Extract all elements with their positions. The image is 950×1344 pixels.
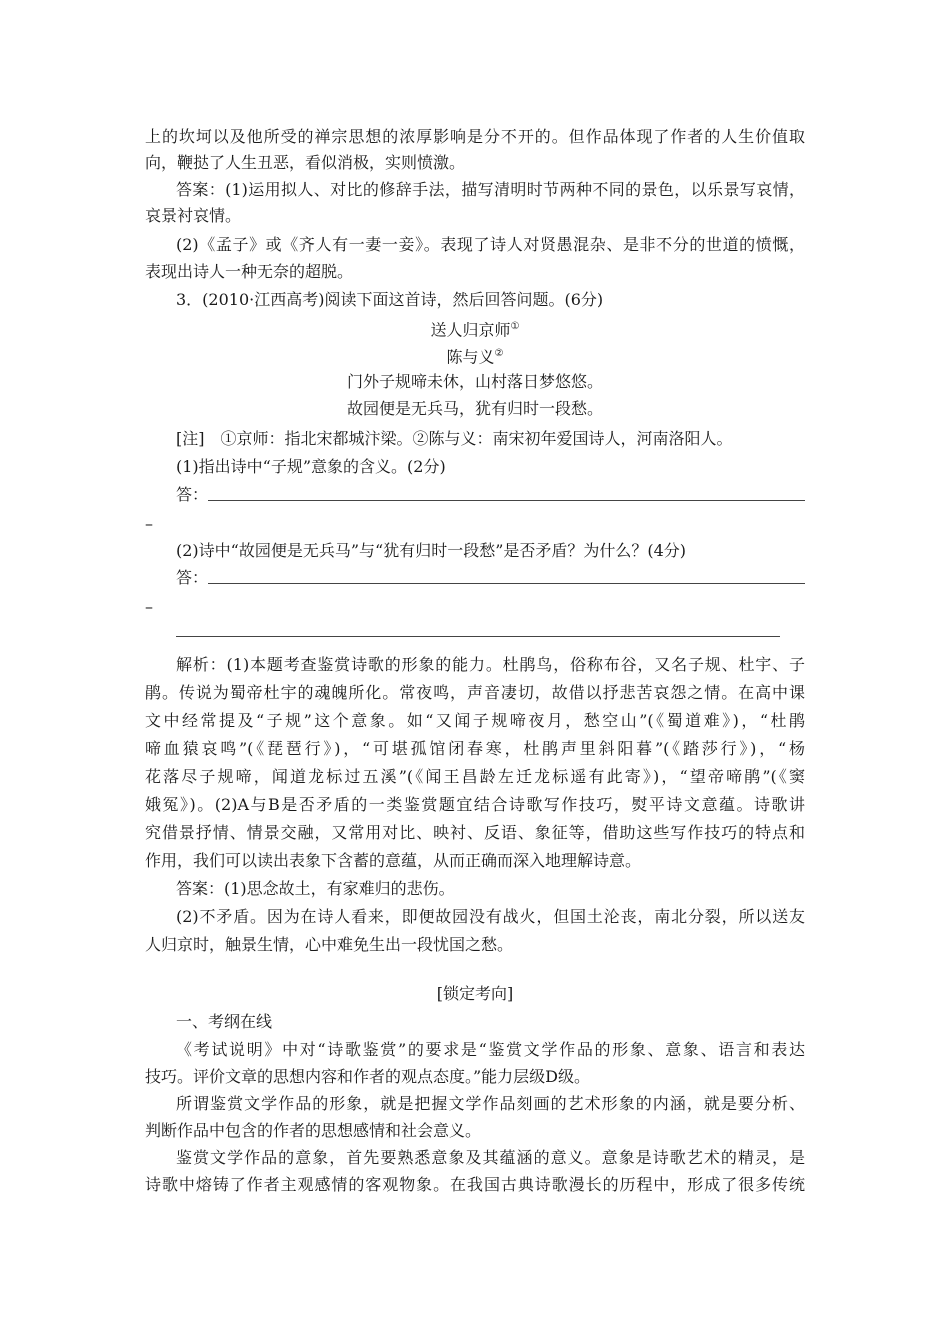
- answer2-part2-line2: 表现出诗人一种无奈的超脱。: [145, 262, 354, 281]
- answer2-part1-line1: 答案：(1)运用拟人、对比的修辞手法，描写清明时节两种不同的景色，以乐景写哀情，: [176, 180, 805, 199]
- answer3-part2-line1: (2)不矛盾。因为在诗人看来，即便故园没有战火，但国土沦丧，南北分裂，所以送友: [176, 907, 805, 926]
- intro-line-1: 上的坎坷以及他所受的禅宗思想的浓厚影响是分不开的。但作品体现了作者的人生价值取: [145, 127, 805, 146]
- section-title: [锁定考向]: [436, 984, 514, 1003]
- sub1-dash: –: [145, 514, 153, 533]
- poem-author-note: ②: [494, 348, 504, 359]
- sub1-answer-line[interactable]: [208, 500, 805, 501]
- sub2-answer-line[interactable]: [208, 583, 805, 584]
- analysis-line-2: 鹃。传说为蜀帝杜宇的魂魄所化。常夜鸣，声音凄切，故借以抒悲苦哀怨之情。在高中课: [145, 683, 805, 702]
- poem-title: 送人归京师: [430, 320, 511, 340]
- analysis-line-6: 娥冤》)。(2)A与B是否矛盾的一类鉴赏题宜结合诗歌写作技巧，熨平诗文意蕴。诗歌讲: [145, 795, 805, 814]
- sub2-answer-line-2[interactable]: [176, 636, 780, 637]
- analysis-line-3: 文中经常提及“子规”这个意象。如“又闻子规啼夜月，愁空山”(《蜀道难》)，“杜鹃: [145, 711, 805, 730]
- section-p3-line1: 鉴赏文学作品的意象，首先要熟悉意象及其蕴涵的意义。意象是诗歌艺术的精灵，是: [176, 1148, 805, 1167]
- poem-title-note: ①: [510, 321, 520, 332]
- intro-line-2: 向，鞭挞了人生丑恶，看似消极，实则愤激。: [145, 153, 466, 172]
- answer3-part1: 答案：(1)思念故土，有家难归的悲伤。: [176, 879, 455, 898]
- poem-title-line: [0, 317, 950, 340]
- answer3-part2-line2: 人归京时，触景生情，心中难免生出一段忧国之愁。: [145, 935, 514, 954]
- question3-sub2: (2)诗中“故园便是无兵马”与“犹有归时一段愁”是否矛盾？为什么？(4分): [176, 541, 687, 560]
- analysis-line-1: 解析：(1)本题考查鉴赏诗歌的形象的能力。杜鹃鸟，俗称布谷，又名子规、杜宇、子: [176, 655, 805, 674]
- section-p2-line1: 所谓鉴赏文学作品的形象，就是把握文学作品刻画的艺术形象的内涵，就是要分析、: [176, 1094, 805, 1113]
- question3-header: 3．(2010·江西高考)阅读下面这首诗，然后回答问题。(6分): [176, 290, 604, 309]
- section-p1-line2: 技巧。评价文章的思想内容和作者的观点态度。”能力层级D级。: [145, 1067, 591, 1086]
- section-heading: 一、考纲在线: [176, 1012, 273, 1031]
- section-p3-line2: 诗歌中熔铸了作者主观感情的客观物象。在我国古典诗歌漫长的历程中，形成了很多传统: [145, 1175, 805, 1194]
- question3-sub1: (1)指出诗中“子规”意象的含义。(2分): [176, 457, 446, 476]
- analysis-line-7: 究借景抒情、情景交融，又常用对比、映衬、反语、象征等，借助这些写作技巧的特点和: [145, 823, 805, 842]
- poem-note: [注] ①京师：指北宋都城汴梁。②陈与义：南宋初年爱国诗人，河南洛阳人。: [176, 429, 733, 448]
- analysis-line-5: 花落尽子规啼，闻道龙标过五溪”(《闻王昌龄左迁龙标遥有此寄》)，“望帝啼鹃”(《窦: [145, 767, 805, 786]
- section-p2-line2: 判断作品中包含的作者的思想感情和社会意义。: [145, 1121, 482, 1140]
- poem-author: 陈与义: [446, 347, 495, 367]
- answer2-part1-line2: 哀景衬哀情。: [145, 206, 242, 225]
- section-p1-line1: 《考试说明》中对“诗歌鉴赏”的要求是“鉴赏文学作品的形象、意象、语言和表达: [176, 1040, 805, 1059]
- sub2-answer-label: 答：: [176, 568, 209, 587]
- poem-line-2: 故园便是无兵马，犹有归时一段愁。: [346, 399, 603, 418]
- answer2-part2-line1: (2)《孟子》或《齐人有一妻一妾》。表现了诗人对贤愚混杂、是非不分的世道的愤慨，: [176, 235, 805, 254]
- poem-author-line: [0, 344, 950, 367]
- analysis-line-4: 啼血猿哀鸣”(《琵琶行》)，“可堪孤馆闭春寒，杜鹃声里斜阳暮”(《踏莎行》)，“杨: [145, 739, 805, 758]
- sub2-dash: –: [145, 597, 153, 616]
- sub1-answer-label: 答：: [176, 485, 209, 504]
- analysis-line-8: 作用，我们可以读出表象下含蓄的意蕴，从而正确而深入地理解诗意。: [145, 851, 642, 870]
- poem-line-1: 门外子规啼未休，山村落日梦悠悠。: [346, 372, 603, 391]
